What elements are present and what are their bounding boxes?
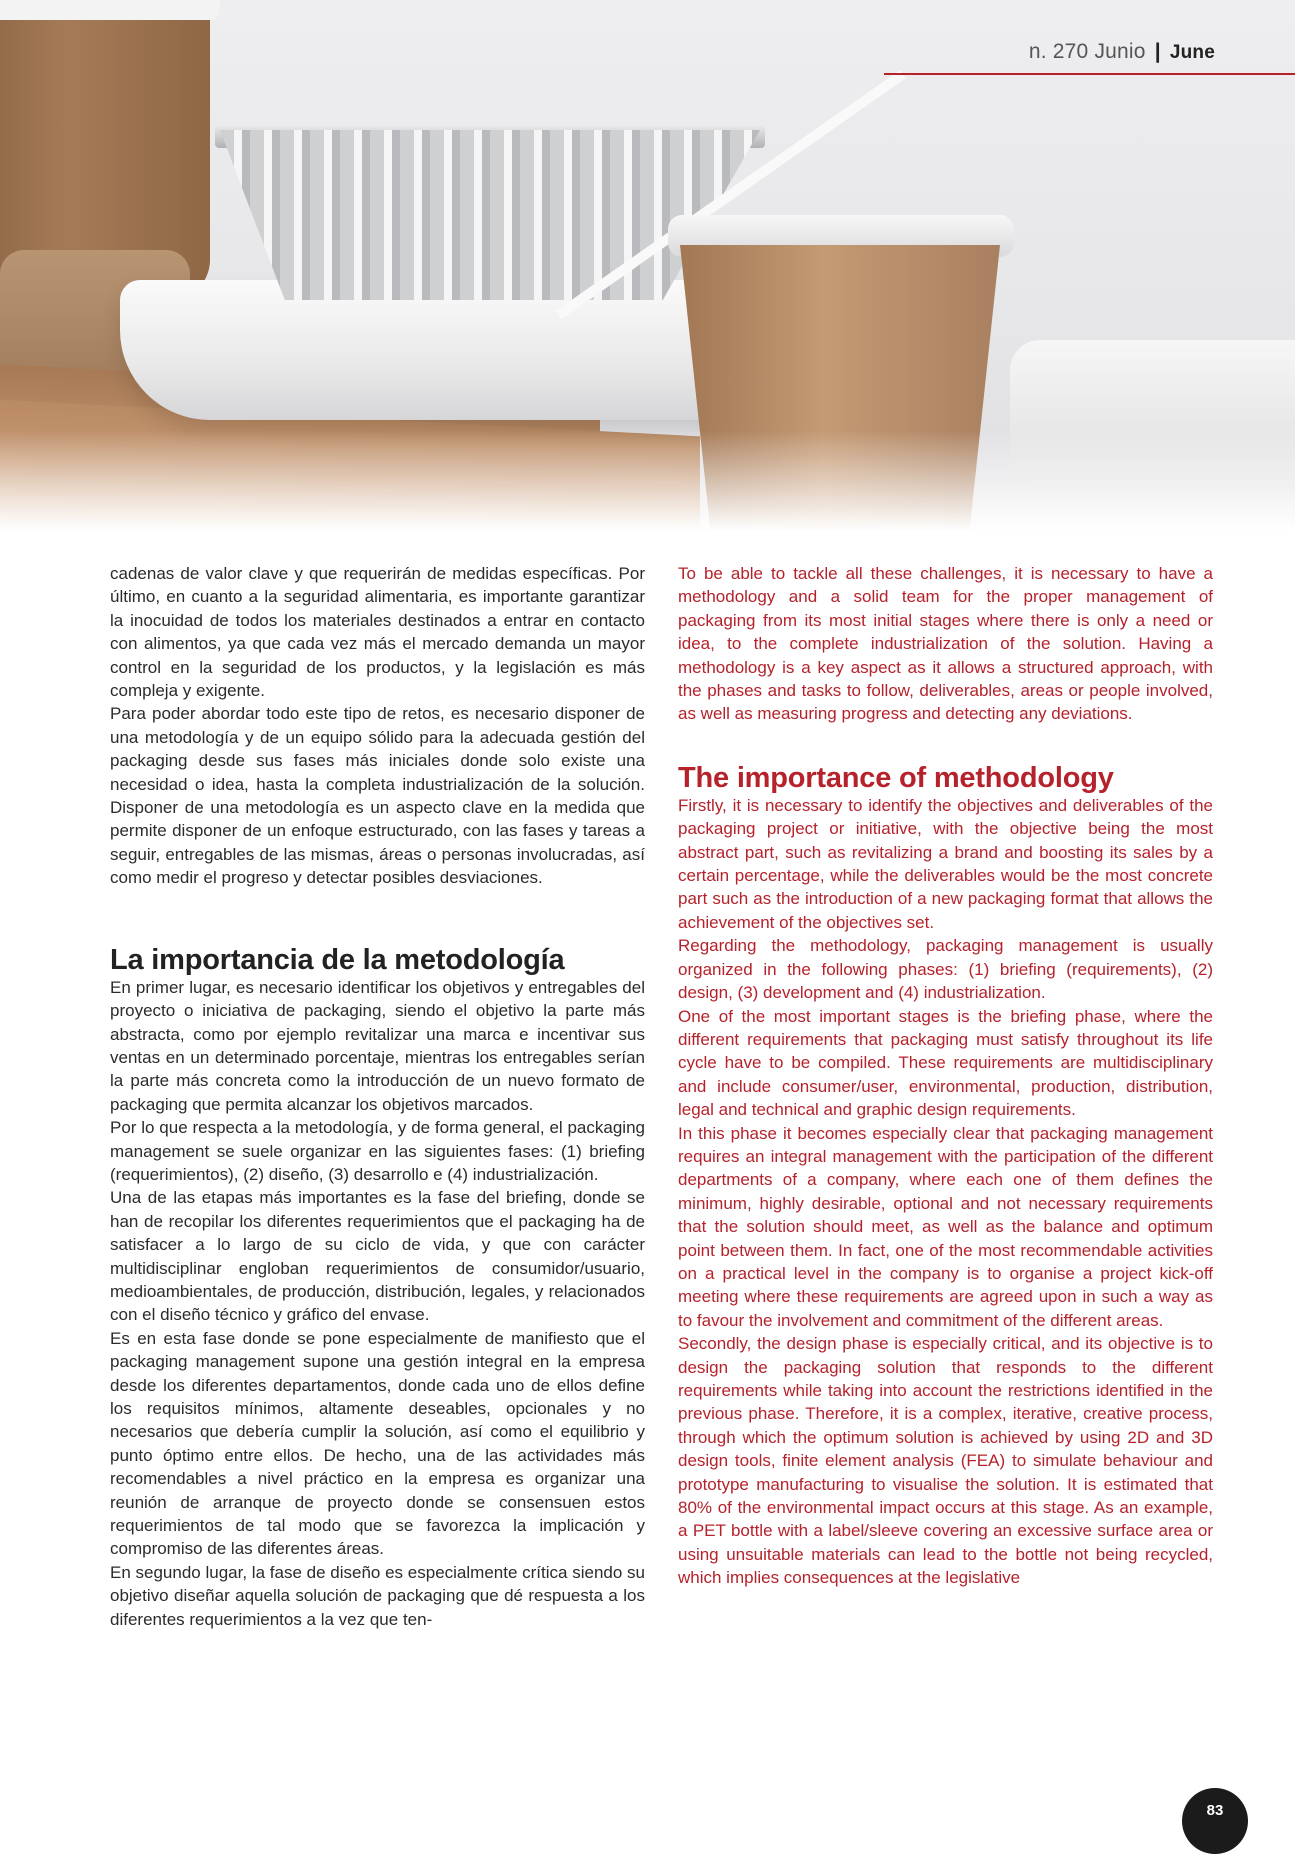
english-column: [678, 562, 1213, 1590]
issue-number: n. 270 Junio: [1028, 40, 1146, 63]
photo-fade: [0, 430, 1295, 540]
paragraph: Para poder abordar todo este tipo de retos, es necesario disponer de una metodología y de un equipo sólido para la adecuada gestión del packaging desde sus fases más iniciales donde solo existe una necesidad o idea, hasta la completa industrialización de la solución. Disponer de una metodología es un aspecto clave en la medida que permite disponer de un enfoque estructurado, con las fases y tareas a seguir, entregables de las mismas, áreas o personas involucradas, así como medir el progreso y detectar posibles desviaciones.: [110, 704, 645, 888]
issue-label: [1029, 40, 1215, 64]
header-rule: [884, 73, 1295, 75]
paragraph: Secondly, the design phase is especially critical, and its objective is to design the packaging solution that responds to the different requirements while taking into account the restrictions identified in the previous phase. Therefore, it is a complex, iterative, creative process, through which the optimum solution is achieved by using 2D and 3D design tools, finite element analysis (FEA) to simulate behaviour and prototype manufacturing to visualise the solution. It is estimated that 80% of the environmental impact occurs at this stage. As an example, a PET bottle with a label/sleeve covering an excessive surface area or using unsuitable materials can lead to the bottle not being recycled, which implies consequences at the legislative: [678, 1334, 1213, 1588]
page-number: 83: [1182, 1788, 1248, 1854]
paragraph: Es en esta fase donde se pone especialmente de manifiesto que el packaging management supone una gestión integral en la empresa desde los diferentes departamentos, donde cada uno de ellos define los requisitos mínimos, altamente deseables, opcionales y no necesarios que debería cumplir la solución, así como el equilibrio y punto óptimo entre ellos. De hecho, una de las actividades más recomendables a nivel práctico en la empresa es organizar una reunión de arranque de proyecto donde se consensuen estos requerimientos de tal modo que se favorezca la implicación y compromiso de las diferentes áreas.: [110, 1328, 645, 1559]
paragraph: To be able to tackle all these challenges, it is necessary to have a methodology and a solid team for the proper management of packaging from its most initial stages where there is only a need or idea, to the complete industrialization of the solution. Having a methodology is a key aspect as it allows a structured approach, with the phases and tasks to follow, deliverables, areas or people involved, as well as measuring progress and detecting any deviations.: [678, 564, 1213, 724]
section-heading-es: La importancia de la metodología: [110, 943, 565, 976]
paragraph: Una de las etapas más importantes es la fase del briefing, donde se han de recopilar los diferentes requerimientos que el packaging ha de satisfacer a lo largo de su ciclo de vida, y que con carácter multidisciplinar engloban requerimientos de consumidor/usuario, medioambientales, de producción, distribución, legales, y relacionados con el diseño técnico y gráfico del envase.: [110, 1188, 645, 1325]
spanish-column: [110, 562, 645, 1631]
paragraph: En primer lugar, es necesario identificar los objetivos y entregables del proyecto o iniciativa de packaging, siendo el objetivo la parte más abstracta, como por ejemplo revitalizar una marca e incentivar sus ventas en un determinado porcentaje, mientras los entregables serían la parte más concreta como la introducción de un nuevo formato de packaging que permita alcanzar los objetivos marcados.: [110, 977, 645, 1114]
paragraph: One of the most important stages is the briefing phase, where the different requirements that packaging must satisfy throughout its life cycle have to be compiled. These requirements are multidisciplinary and include consumer/user, environmental, production, distribution, legal and technical and graphic design requirements.: [678, 1006, 1213, 1120]
paragraph: En segundo lugar, la fase de diseño es especialmente crítica siendo su objetivo diseñar aquella solución de packaging que dé respuesta a los diferentes requerimientos a la vez que ten-: [110, 1562, 645, 1629]
paragraph: In this phase it becomes especially clear that packaging management requires an integral management with the participation of the different departments of a company, where each one of them defines the minimum, highly desirable, optional and not necessary requirements that the solution should meet, as well as the balance and optimum point between them. In fact, one of the most recommendable activities on a practical level in the company is to organise a project kick-off meeting where these requirements are agreed upon in such a way as to favour the involvement and commitment of the different areas.: [678, 1123, 1213, 1330]
issue-month-en: June: [1169, 42, 1215, 63]
cup-lid-left: [0, 0, 220, 20]
paragraph: Por lo que respecta a la metodología, y de forma general, el packaging management se suele organizar en las siguientes fases: (1) briefing (requerimientos), (2) diseño, (3) desarrollo e (4) industrialización.: [110, 1118, 645, 1184]
section-heading-en: The importance of methodology: [678, 761, 1114, 794]
hero-photo: [0, 0, 1295, 540]
paragraph: Regarding the methodology, packaging management is usually organized in the following phases: (1) briefing (requirements), (2) design, (3) development and (4) industrialization.: [678, 936, 1213, 1003]
paragraph: Firstly, it is necessary to identify the objectives and deliverables of the packaging project or initiative, with the objective being the most abstract part, such as revitalizing a brand and boosting its sales by a certain percentage, while the deliverables would be the most concrete part such as the introduction of a new packaging format that allows the achievement of the objectives set.: [678, 795, 1213, 932]
paragraph: cadenas de valor clave y que requerirán de medidas específicas. Por último, en cuanto a la seguridad alimentaria, es importante garantizar la inocuidad de todos los materiales destinados a entrar en contacto con alimentos, ya que cada vez más el mercado demanda un mayor control en la seguridad de los productos, y la legislación es más compleja y exigente.: [110, 564, 645, 701]
issue-separator: |: [1154, 40, 1161, 63]
